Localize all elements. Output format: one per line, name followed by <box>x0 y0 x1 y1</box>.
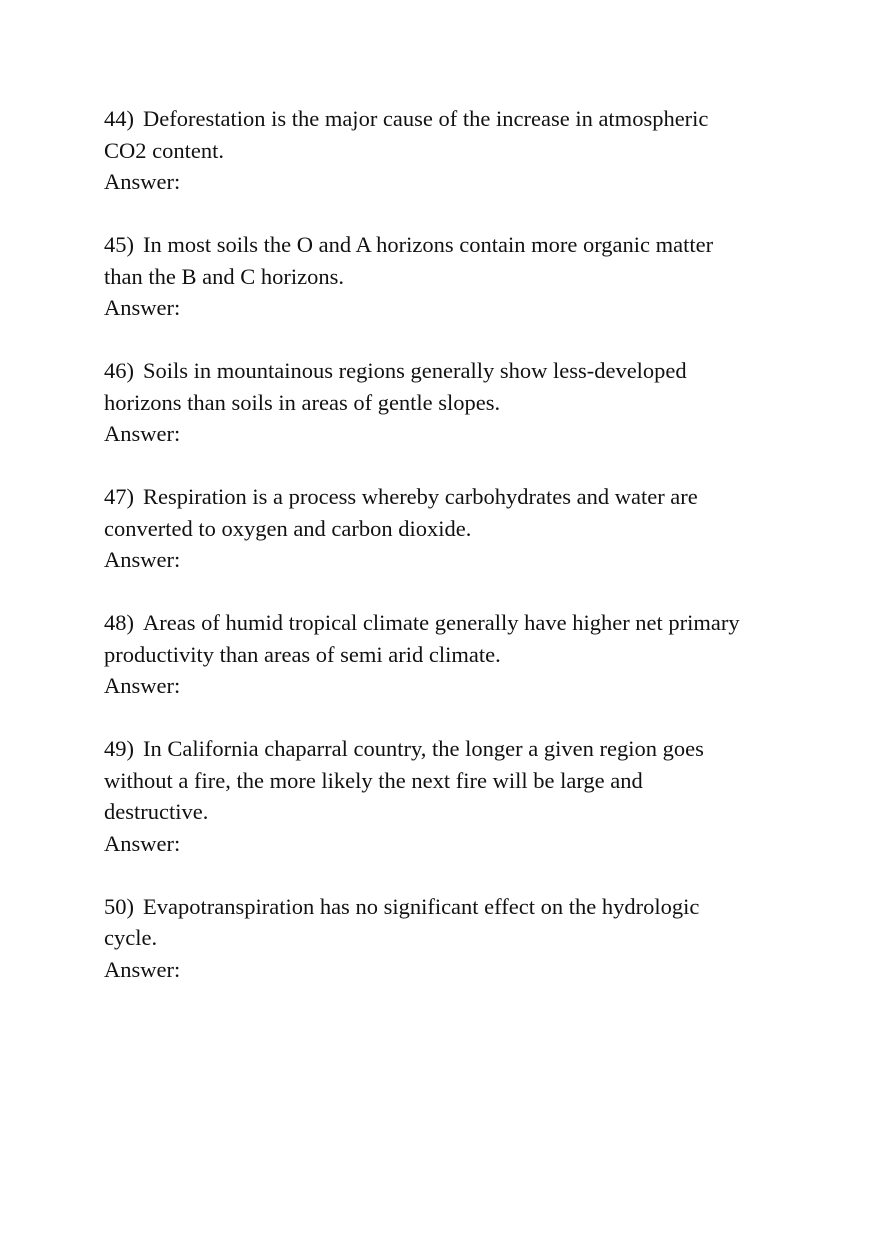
answer-label: Answer: <box>104 673 181 698</box>
question-statement: In California chaparral country, the longer a given region goes without a fire, the more likely the next fire will be large and destructive. <box>104 736 704 824</box>
question-item <box>104 229 744 324</box>
question-text-47 <box>104 481 744 544</box>
question-number: 44) <box>104 106 134 131</box>
question-statement: Respiration is a process whereby carbohydrates and water are converted to oxygen and carbon dioxide. <box>104 484 698 541</box>
question-item <box>104 481 744 576</box>
question-text-46 <box>104 355 744 418</box>
answer-label: Answer: <box>104 169 181 194</box>
question-item <box>104 733 744 859</box>
question-text-44 <box>104 103 744 166</box>
question-number: 46) <box>104 358 134 383</box>
answer-label: Answer: <box>104 830 181 856</box>
answer-label: Answer: <box>104 421 181 446</box>
question-statement: In most soils the O and A horizons contain more organic matter than the B and C horizons. <box>104 232 714 289</box>
question-statement: Soils in mountainous regions generally show less-developed horizons than soils in areas of gentle slopes. <box>104 358 687 415</box>
question-text-48 <box>104 607 744 670</box>
question-item <box>104 891 744 986</box>
question-item <box>104 355 744 450</box>
question-item <box>104 607 744 702</box>
answer-label: Answer: <box>104 295 181 320</box>
answer-label: Answer: <box>104 956 181 982</box>
question-number: 47) <box>104 484 134 509</box>
question-number: 48) <box>104 610 134 635</box>
question-statement: Evapotranspiration has no significant effect on the hydrologic cycle. <box>104 893 700 950</box>
answer-label: Answer: <box>104 547 181 572</box>
question-text-45 <box>104 229 744 292</box>
question-number: 45) <box>104 232 134 257</box>
question-statement: Areas of humid tropical climate generally have higher net primary productivity than areas of semi arid climate. <box>104 610 740 667</box>
question-text-50 <box>104 891 744 954</box>
question-number: 49) <box>104 736 134 761</box>
question-list <box>104 103 744 1017</box>
question-text-49 <box>104 733 744 828</box>
question-item <box>104 103 744 198</box>
question-number: 50) <box>104 893 134 919</box>
question-statement: Deforestation is the major cause of the increase in atmospheric CO2 content. <box>104 106 709 163</box>
